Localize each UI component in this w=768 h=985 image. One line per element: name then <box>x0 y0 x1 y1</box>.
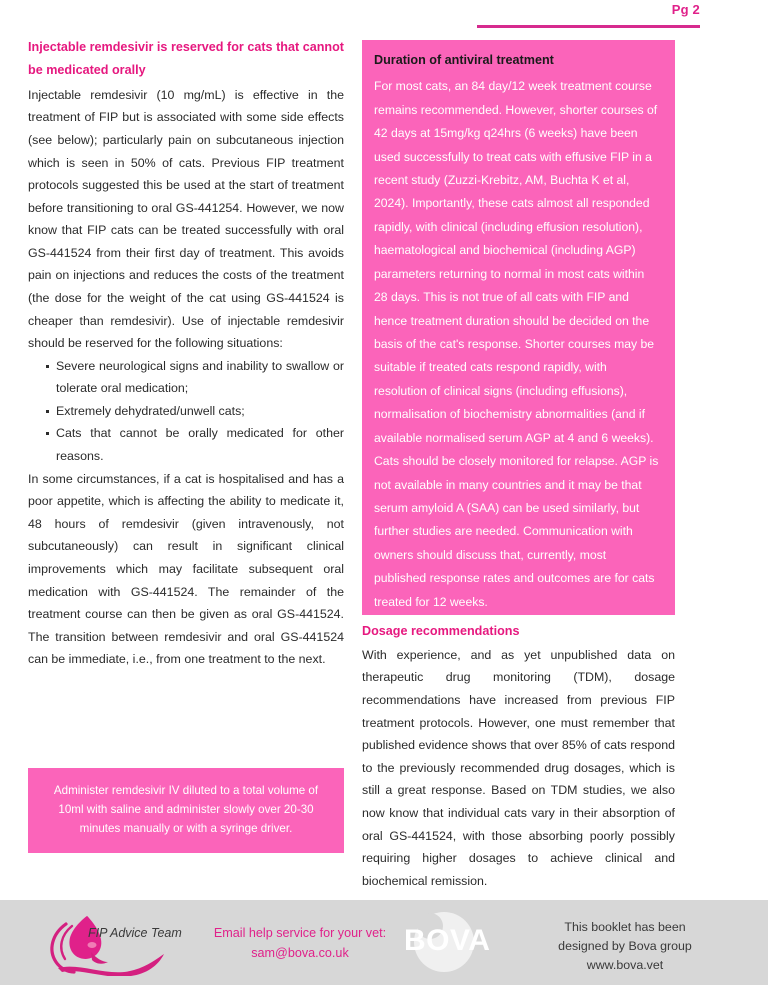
fip-advice-team-label: FIP Advice Team <box>88 926 182 940</box>
left-column-paragraph-1: Injectable remdesivir (10 mg/mL) is effective in the treatment of FIP but is associated with some side effects (see below); particularly pain on subcutaneous injection which is seen in 50% of cats. Previous FIP treatment protocols suggested this be used at the start of treatment before transitioning to oral GS-441254. However, we now know that FIP cats can be treated successfully with oral GS-441524 from their first day of treatment. This avoids pain on injections and reduces the costs of the treatment (the dose for the weight of the cat using GS-441524 is cheaper than remdesivir). Use of injectable remdesivir should be reserved for the following situations: <box>28 87 344 351</box>
booklet-credit-line-2: designed by Bova group <box>558 938 692 953</box>
duration-of-antiviral-treatment-callout <box>362 40 675 615</box>
dosage-recommendations-section <box>362 620 675 892</box>
booklet-credit-block <box>520 918 730 975</box>
left-column <box>28 36 344 671</box>
fip-advice-team-logo-icon <box>36 910 186 976</box>
header-rule-divider <box>477 25 700 28</box>
remdesivir-administration-callout <box>28 768 344 853</box>
booklet-credit-url[interactable]: www.bova.vet <box>586 957 664 972</box>
duration-callout-text: For most cats, an 84 day/12 week treatment course remains recommended. However, shorter courses of 42 days at 15mg/kg q24hrs (6 weeks) have been used successfully to treat cats with effusive FIP in a recent study (Zuzzi-Krebitz, AM, Buchta K et al, 2024). Importantly, these cats almost all responded rapidly, with clinical (including effusion resolution), haematological and biochemical (including AGP) parameters returning to normal in most cats within 28 days. This is not true of all cats with FIP and hence treatment duration should be decided on the basis of the cat's response. Shorter courses may be suitable if treated cats respond rapidly, with resolution of clinical signs (including effusions), normalisation of biochemistry abnormalities (and if available normalised serum AGP at 4 and 6 weeks). Cats should be closely monitored for relapse. AGP is not available in many countries and it may be that serum amyloid A (SAA) can be used similarly, but further studies are needed. Communication with owners should discuss that, currently, most published response rates and outcomes are for cats treated for 12 weeks. <box>374 79 659 609</box>
page-number-label: Pg 2 <box>671 2 700 17</box>
dosage-recommendations-paragraph: With experience, and as yet unpublished data on therapeutic drug monitoring (TDM), dosage recommendations have increased from previous FIP treatment protocols. However, one must remember that published evidence shows that over 85% of cats respond to the previously recommended drug dosages, which is still a great response. Based on TDM studies, we also now know that individual cats vary in their absorption of oral GS-441524, with those absorbing poorly possibly requiring higher dosages to achieve clinical and biochemical remission. <box>362 647 675 888</box>
list-item: Severe neurological signs and inability to swallow or tolerate oral medication; <box>46 355 344 400</box>
bova-wordmark: BOVA <box>404 924 491 957</box>
booklet-credit-line-1: This booklet has been <box>564 920 686 934</box>
duration-callout-title: Duration of antiviral treatment <box>374 53 554 67</box>
page-footer <box>0 900 768 985</box>
list-item: Extremely dehydrated/unwell cats; <box>46 400 344 423</box>
dosage-recommendations-heading: Dosage recommendations <box>362 624 520 638</box>
list-item: Cats that cannot be orally medicated for other reasons. <box>46 422 344 467</box>
email-help-label: Email help service for your vet: <box>213 926 387 940</box>
left-column-heading: Injectable remdesivir is reserved for cats that cannot be medicated orally <box>28 40 344 77</box>
email-help-block <box>190 924 410 963</box>
remdesivir-administration-callout-text: Administer remdesivir IV diluted to a total volume of 10ml with saline and administer slowly over 20-30 minutes manually or with a syringe driver. <box>53 784 319 835</box>
page-header <box>0 0 768 34</box>
email-help-address[interactable]: sam@bova.co.uk <box>251 945 349 960</box>
left-column-bullet-list <box>28 355 344 468</box>
left-column-paragraph-2: In some circumstances, if a cat is hospitalised and has a poor appetite, which is affecting the ability to medicate it, 48 hours of remdesivir (given intravenously, not subcutaneously) can result in significant clinical improvements which may facilitate subsequent oral medication with GS-441524. The remainder of the treatment course can then be given as oral GS-441524. The transition between remdesivir and oral GS-441524 can be immediate, i.e., from one treatment to the next. <box>28 471 344 667</box>
